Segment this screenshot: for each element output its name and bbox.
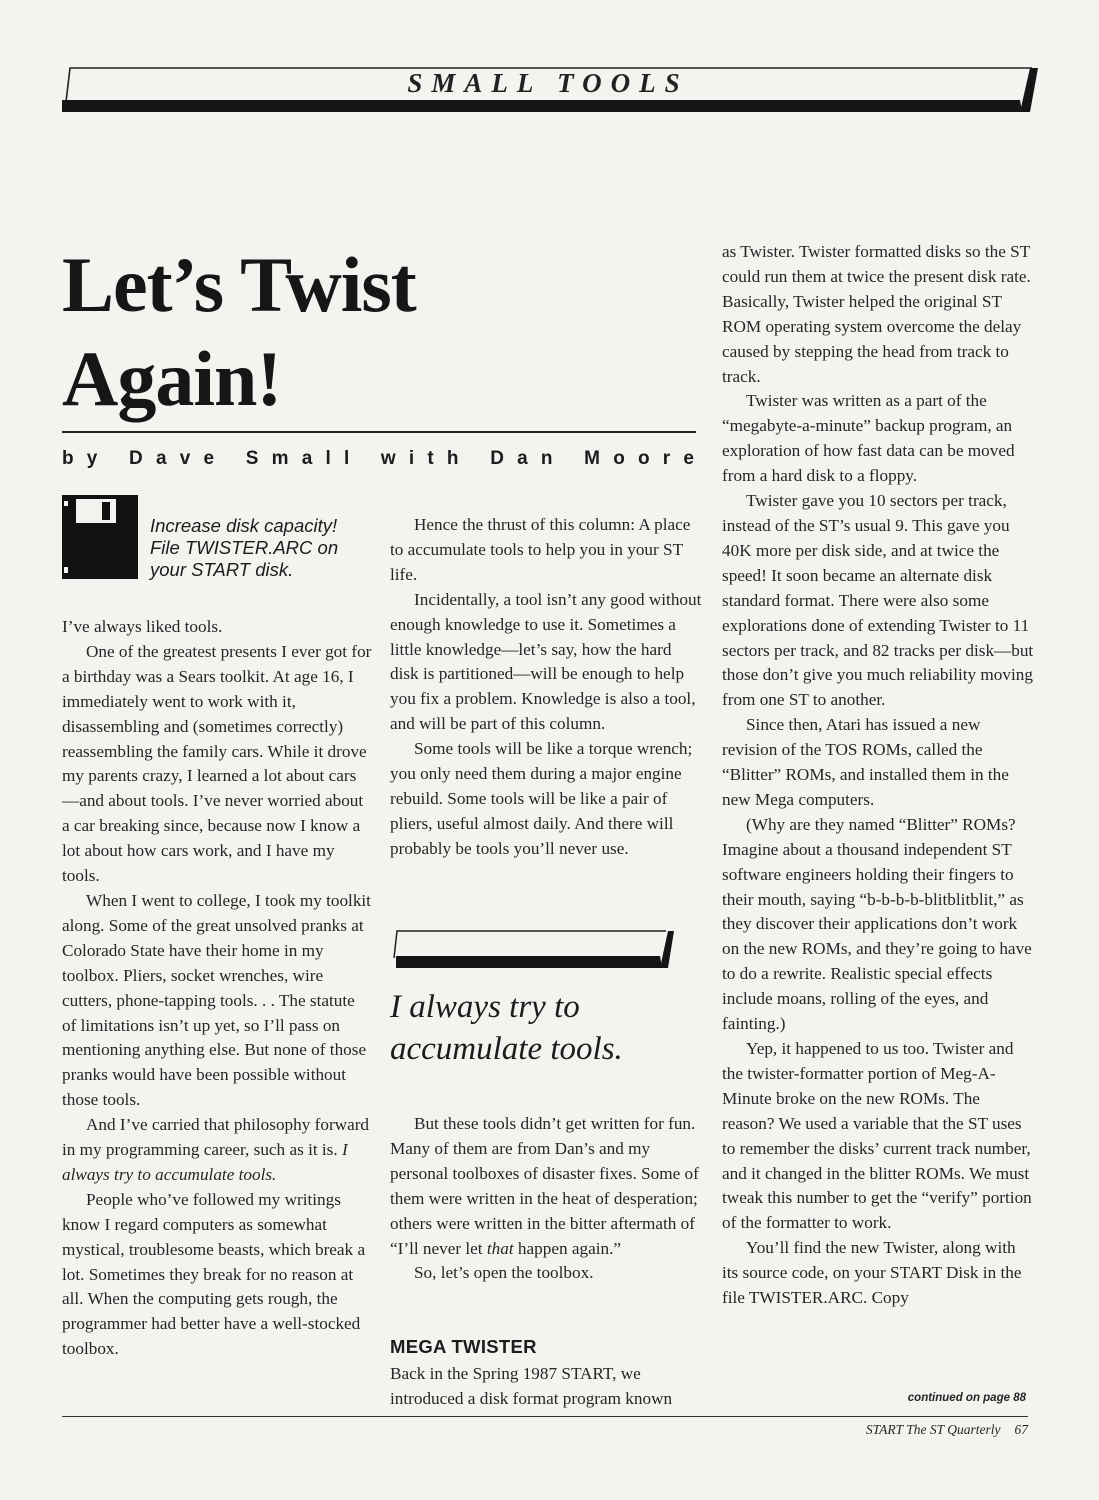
paragraph-text: happen again.” bbox=[513, 1238, 621, 1258]
paragraph: Yep, it happened to us too. Twister and the twister-formatter portion of Meg-A-Minute broke on the new ROMs. The reason? We used a variable that the ST uses to remember the disks’ current track number, and it changed in the blitter ROMs. We must tweak this number to get the “verify” portion of the formatter to work. bbox=[722, 1039, 1032, 1233]
column-2-subsection bbox=[390, 1362, 702, 1412]
article-title-line-2: Again! bbox=[62, 335, 282, 422]
pull-quote: I always try to accumulate tools. bbox=[390, 989, 623, 1067]
pull-quote-frame-graphic bbox=[390, 928, 680, 976]
paragraph bbox=[62, 1113, 372, 1188]
paragraph-text: But these tools didn’t get written for fun. Many of them are from Dan’s and my personal toolboxes of disaster fixes. Some of them were written in the heat of desperation; others were written in the bitter aftermath of “I’ll never let bbox=[390, 1114, 699, 1258]
column-3 bbox=[722, 240, 1034, 1311]
disk-note bbox=[62, 495, 372, 585]
paragraph: Hence the thrust of this column: A place to accumulate tools to help you in your ST life. bbox=[390, 515, 691, 584]
paragraph: Some tools will be like a torque wrench; you only need them during a major engine rebuild. Some tools will be like a pair of pliers, useful almost daily. And there will probably be tools you’ll never use. bbox=[390, 739, 693, 858]
footer-divider bbox=[62, 1416, 1028, 1417]
paragraph: Twister was written as a part of the “megabyte-a-minute” backup program, an exploration of how fast data can be moved from a hard disk to a floppy. bbox=[722, 391, 1015, 486]
column-2-bottom bbox=[390, 1112, 702, 1286]
article-title-line-1: Let’s Twist bbox=[62, 241, 416, 328]
column-1 bbox=[62, 615, 372, 1362]
paragraph bbox=[390, 1112, 702, 1261]
paragraph: Since then, Atari has issued a new revision of the TOS ROMs, called the “Blitter” ROMs, and installed them in the new Mega computers. bbox=[722, 715, 1009, 809]
paragraph: When I went to college, I took my toolkit along. Some of the great unsolved pranks at Colorado State have their home in my toolbox. Pliers, socket wrenches, wire cutters, phone-tapping tools. . . The statute of limitations isn’t up yet, so I’ll pass on mentioning anything else. But none of those pranks would have been possible without those tools. bbox=[62, 890, 371, 1110]
column-2-top bbox=[390, 513, 702, 862]
section-banner bbox=[58, 64, 1038, 114]
page-number: 67 bbox=[1014, 1422, 1028, 1437]
emphasized-text: I always try to accumulate tools. bbox=[62, 1140, 348, 1184]
title-divider bbox=[62, 431, 696, 433]
paragraph: as Twister. Twister formatted disks so the ST could run them at twice the present disk rate. Basically, Twister helped the original ST ROM operating system overcome the delay caused by stepping the head from track to track. bbox=[722, 242, 1031, 386]
page-footer bbox=[722, 1422, 1028, 1438]
paragraph: One of the greatest presents I ever got for a birthday was a Sears toolkit. At age 16, I immediately went to work with it, disassembling and (sometimes correctly) reassembling the family cars. While it drove my parents crazy, I learned a lot about cars—and about tools. I’ve never worried about a car breaking since, because now I know a lot about how cars work, and I have my tools. bbox=[62, 641, 372, 886]
paragraph: Incidentally, a tool isn’t any good without enough knowledge to use it. Sometimes a little knowledge—let’s say, how the hard disk is partitioned—will be enough to help you fix a problem. Knowledge is also a tool, and will be part of this column. bbox=[390, 589, 702, 734]
byline: by Dave Small with Dan Moore bbox=[62, 448, 708, 469]
paragraph: So, let’s open the toolbox. bbox=[414, 1263, 594, 1283]
article-title bbox=[62, 238, 682, 426]
floppy-disk-icon bbox=[62, 495, 142, 581]
disk-note-text: Increase disk capacity! File TWISTER.ARC on your START disk. bbox=[150, 515, 339, 580]
paragraph: Twister gave you 10 sectors per track, instead of the ST’s usual 9. This gave you 40K more per disk side, and at twice the speed! It soon became an alternate disk standard format. There were also some explorations done of extending Twister to 11 sectors per track, and 82 tracks per disk—but those don’t give you much reliability moving from one ST to another. bbox=[722, 491, 1034, 710]
paragraph: I’ve always liked tools. bbox=[62, 617, 223, 636]
section-title: SMALL TOOLS bbox=[407, 68, 689, 98]
emphasized-text: that bbox=[486, 1238, 514, 1258]
paragraph: Back in the Spring 1987 START, we introduced a disk format program known bbox=[390, 1364, 673, 1408]
paragraph: People who’ve followed my writings know I regard computers as somewhat mystical, troublesome beasts, which break a lot. Sometimes they break for no reason at all. When the computing gets rough, the programmer had better have a well-stocked toolbox. bbox=[62, 1189, 366, 1359]
paragraph: (Why are they named “Blitter” ROMs? Imagine about a thousand independent ST software engineers holding their fingers to their mouth, saying “b-b-b-b-blitblitblit,” as they discover their applications don’t work on the new ROMs, and they’re going to have to do a rewrite. Realistic special effects include moans, rolling of the eyes, and fainting.) bbox=[722, 814, 1032, 1034]
paragraph-text: And I’ve carried that philosophy forward in my programming career, such as it is. bbox=[62, 1115, 370, 1160]
subheading: MEGA TWISTER bbox=[390, 1336, 537, 1357]
continued-note: continued on page 88 bbox=[907, 1392, 1026, 1404]
magazine-name: START The ST Quarterly bbox=[865, 1422, 1001, 1437]
paragraph: You’ll find the new Twister, along with its source code, on your START Disk in the file TWISTER.ARC. Copy bbox=[722, 1238, 1022, 1308]
